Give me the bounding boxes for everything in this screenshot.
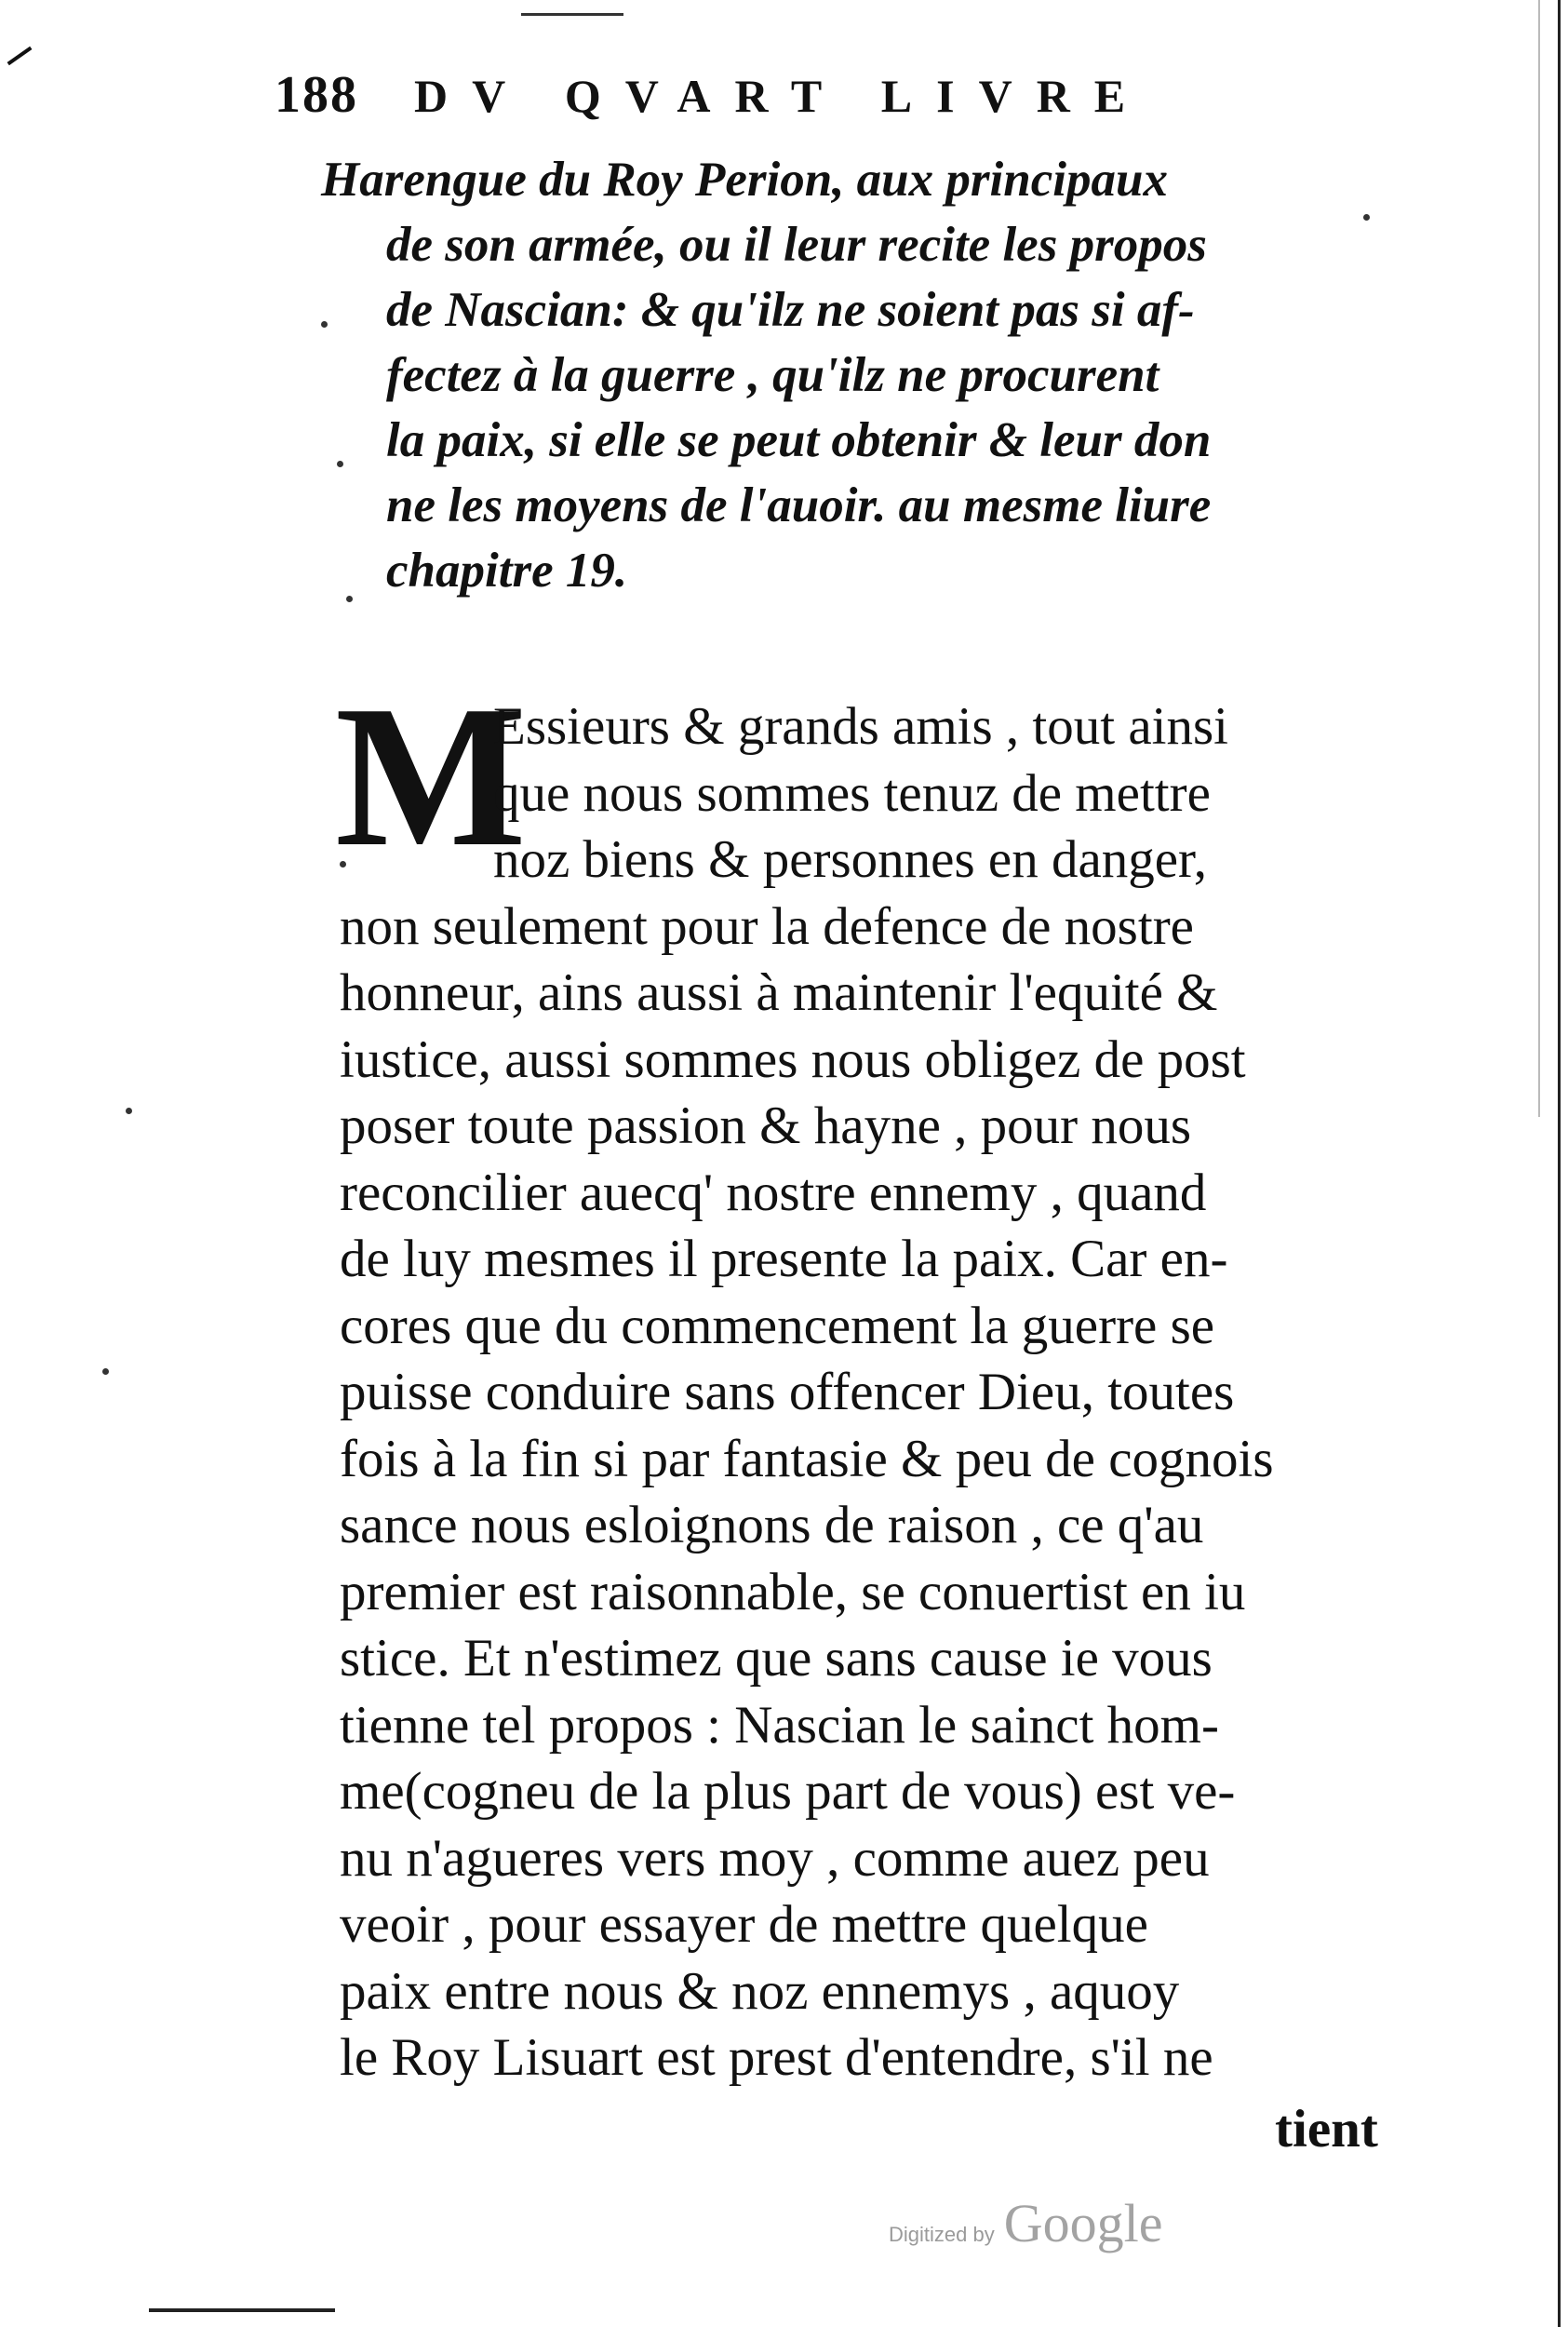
body-line: tienne tel propos : Nascian le sainct hom- [340, 1695, 1219, 1755]
body-line: stice. Et n'estimez que sans cause ie vous [340, 1629, 1213, 1688]
summary-line: de Nascian: & qu'ilz ne soient pas si af- [386, 283, 1195, 337]
summary-line: de son armée, ou il leur recite les propos [386, 218, 1207, 272]
summary-line: fectez à la guerre , qu'ilz ne procurent [386, 348, 1159, 402]
body-line: de luy mesmes il presente la paix. Car en- [340, 1230, 1228, 1288]
summary-line: ne les moyens de l'auoir. au mesme liure [386, 478, 1212, 532]
digitized-watermark [889, 2192, 1162, 2254]
scan-artifact-top [521, 0, 623, 16]
body-line: non seulement pour la defence de nostre [340, 896, 1194, 956]
body-line: veoir , pour essayer de mettre quelque [340, 1895, 1148, 1954]
body-line: le Roy Lisuart est prest d'entendre, s'il ne [340, 2028, 1213, 2087]
scan-artifact-bottom [149, 2308, 335, 2312]
body-line: me(cogneu de la plus part de vous) est ve- [340, 1762, 1236, 1821]
page-number: 188 [275, 66, 358, 124]
body-line: noz biens & personnes en danger, [493, 830, 1207, 889]
drop-cap: M [335, 665, 527, 889]
body-line: puisse conduire sans offencer Dieu, toutes [340, 1363, 1235, 1421]
body-line: Essieurs & grands amis , tout ainsi [493, 697, 1229, 756]
summary-line: chapitre 19. [386, 544, 628, 598]
body-line: nu n'agueres vers moy , comme auez peu [340, 1828, 1210, 1888]
body-line: poser toute passion & hayne , pour nous [340, 1096, 1192, 1155]
body-line: cores que du commencement la guerre se [340, 1296, 1215, 1355]
watermark-prefix: Digitized by [889, 2223, 995, 2246]
body-line: sance nous esloignons de raison , ce q'au [340, 1496, 1204, 1554]
summary-line: Harengue du Roy Perion, aux principaux [321, 153, 1168, 207]
catchword: tient [1275, 2100, 1378, 2159]
chapter-summary [321, 147, 1335, 603]
body-line: honneur, ains aussi à maintenir l'equité & [340, 963, 1218, 1022]
body-line: reconcilier auecq' nostre ennemy , quand [340, 1163, 1207, 1222]
body-line: que nous sommes tenuz de mettre [493, 763, 1211, 823]
body-line: fois à la fin si par fantasie & peu de cognois [340, 1429, 1274, 1488]
running-title: DV QVART LIVRE [414, 70, 1150, 122]
summary-line: la paix, si elle se peut obtenir & leur don [386, 413, 1212, 467]
body-line: premier est raisonnable, se conuertist en iu [340, 1562, 1246, 1621]
speck [1363, 214, 1370, 221]
google-logo: Google [1003, 2193, 1163, 2253]
scan-artifact-corner [7, 47, 33, 65]
speck [126, 1108, 132, 1114]
body-text [340, 693, 1391, 2092]
speck [102, 1368, 109, 1375]
page-edge-shadow [1558, 0, 1561, 2327]
body-line: iustice, aussi sommes nous obligez de post [340, 1029, 1246, 1089]
running-head [275, 65, 1252, 140]
page-edge-shadow-inner [1538, 0, 1540, 1117]
body-line: paix entre nous & noz ennemys , aquoy [340, 1961, 1180, 2021]
